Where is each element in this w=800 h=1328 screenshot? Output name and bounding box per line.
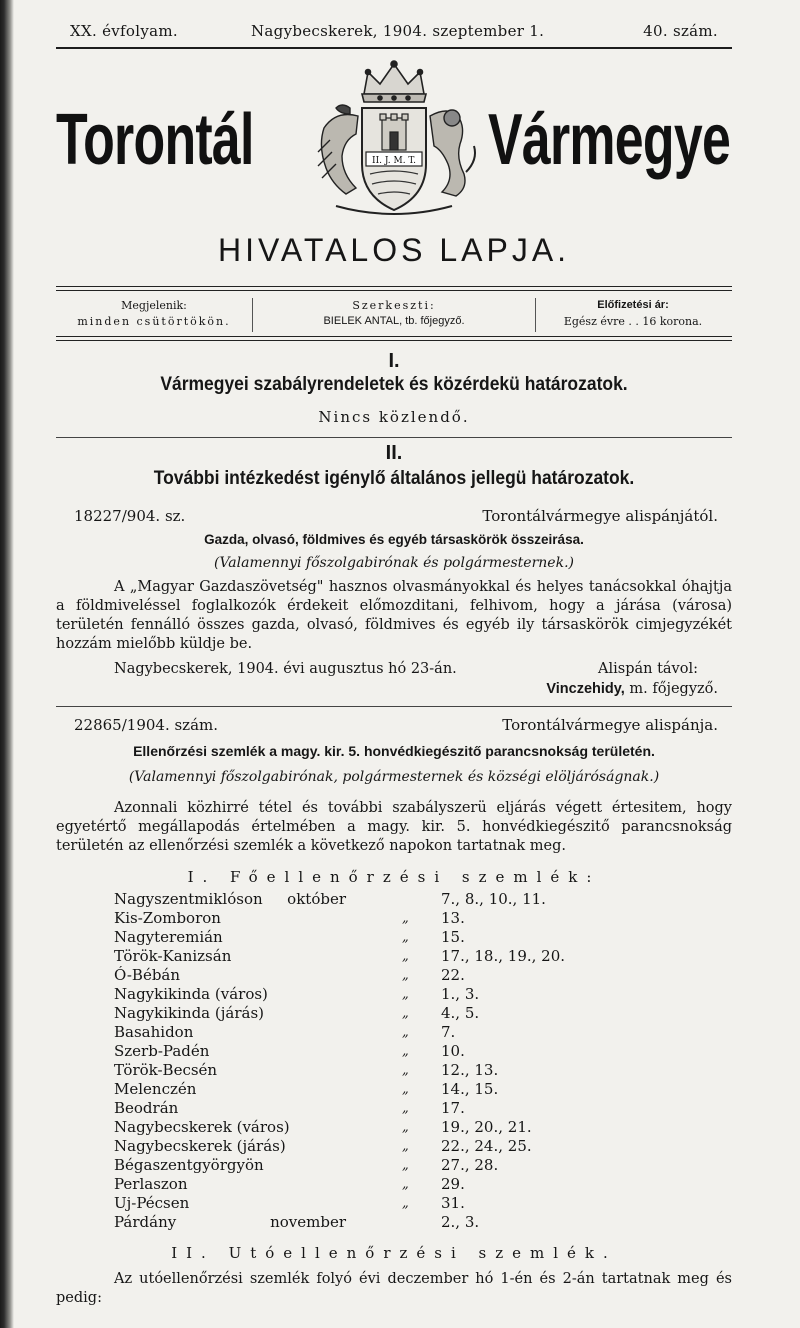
schedule-days: 22.: [441, 966, 465, 984]
schedule-ditto-mark: „: [402, 1063, 409, 1078]
notice-1-sign-name: Vinczehidy,: [546, 681, 625, 697]
schedule-row: [56, 1194, 732, 1213]
schedule-row: [56, 1175, 732, 1194]
schedule-row: [56, 890, 732, 909]
schedule-ditto-mark: „: [402, 949, 409, 964]
notice-1-heading: Gazda, olvasó, földmives és egyéb társaskörök összeirása.: [204, 532, 584, 547]
schedule-ditto-mark: „: [402, 1025, 409, 1040]
schedule-days: 17.: [441, 1099, 465, 1117]
schedule-place: Kis-Zomboron: [114, 909, 221, 927]
schedule-row: [56, 1080, 732, 1099]
binding-spine: [0, 0, 14, 1328]
notice-1-sign-label: Alispán távol:: [598, 661, 698, 677]
editor-label: Szerkeszti:: [352, 299, 436, 312]
schedule-ditto-mark: „: [402, 1120, 409, 1135]
schedule-days: 10.: [441, 1042, 465, 1060]
schedule-place: Szerb-Padén: [114, 1042, 210, 1060]
subscription-label: Előfizetési ár:: [597, 299, 669, 311]
schedule-row: [56, 1042, 732, 1061]
schedule-row: [56, 1023, 732, 1042]
schedule-place: Beodrán: [114, 1099, 179, 1117]
notice-2-header: [56, 716, 732, 736]
schedule-place: Uj-Pécsen: [114, 1194, 190, 1212]
schedule-ditto-mark: „: [402, 1139, 409, 1154]
schedule-place: Párdány: [114, 1213, 177, 1231]
publication-value: minden csütörtökön.: [77, 315, 231, 328]
schedule-row: [56, 1004, 732, 1023]
masthead-title-right: Vármegye: [488, 100, 731, 180]
schedule-days: 31.: [441, 1194, 465, 1212]
notice-1-date: Nagybecskerek, 1904. évi augusztus hó 23-án.: [114, 661, 457, 677]
schedule-days: 22., 24., 25.: [441, 1137, 532, 1155]
notice-1-addressee: (Valamennyi főszolgabirónak és polgármesternek.): [214, 555, 574, 571]
publication-label: Megjelenik:: [121, 299, 187, 312]
schedule-days: 14., 15.: [441, 1080, 499, 1098]
schedule-ditto-mark: „: [402, 1196, 409, 1211]
schedule-1-heading: I. Főellenőrzési szemlék:: [187, 868, 601, 886]
schedule-days: 2., 3.: [441, 1213, 480, 1231]
notice-divider: [56, 706, 732, 707]
schedule-ditto-mark: „: [402, 1158, 409, 1173]
schedule-place: Nagykikinda (járás): [114, 1004, 264, 1022]
subscription-value: Egész évre . . 16 korona.: [563, 315, 703, 328]
schedule-days: 7., 8., 10., 11.: [441, 890, 546, 908]
schedule-days: 4., 5.: [441, 1004, 480, 1022]
schedule-place: Török-Kanizsán: [114, 947, 232, 965]
schedule-days: 29.: [441, 1175, 465, 1193]
section-1-note: Nincs közlendő.: [318, 408, 470, 426]
schedule-place: Nagykikinda (város): [114, 985, 268, 1003]
crest-inscription: II. J. M. T.: [372, 156, 416, 166]
masthead-title-left: Torontál: [56, 100, 254, 180]
schedule-ditto-mark: „: [402, 930, 409, 945]
notice-2-addressee: (Valamennyi főszolgabirónak, polgármesternek és községi elöljáróságnak.): [128, 769, 660, 785]
schedule-days: 17., 18., 19., 20.: [441, 947, 566, 965]
schedule-ditto-mark: „: [402, 987, 409, 1002]
schedule-row: [56, 1137, 732, 1156]
schedule-place: Nagyteremián: [114, 928, 223, 946]
schedule-place: Bégaszentgyörgyön: [114, 1156, 264, 1174]
schedule-ditto-mark: „: [402, 1006, 409, 1021]
schedule-row: [56, 928, 732, 947]
notice-2-heading: Ellenőrzési szemlék a magy. kir. 5. honvédkiegészitő parancsnokság területén.: [133, 743, 655, 759]
notice-1-header: [56, 507, 732, 527]
schedule-row: [56, 1118, 732, 1137]
schedule-month: november: [270, 1213, 346, 1231]
section-2-number: II.: [385, 442, 403, 464]
schedule-ditto-mark: „: [402, 1177, 409, 1192]
notice-2-number: 22865/1904. szám.: [74, 716, 219, 734]
issue-number: 40. szám.: [643, 22, 718, 40]
schedule-days: 13.: [441, 909, 465, 927]
schedule-row: [56, 985, 732, 1004]
section-1-title: Vármegyei szabályrendeletek és közérdekü határozatok.: [160, 374, 628, 395]
schedule-place: Basahidon: [114, 1023, 194, 1041]
header-rule: [56, 47, 732, 49]
schedule-place: Nagybecskerek (város): [114, 1118, 290, 1136]
notice-1-issuer: Torontálvármegye alispánjától.: [482, 507, 718, 525]
schedule-row: [56, 1061, 732, 1080]
notice-1-signer: [546, 681, 718, 697]
schedule-days: 1., 3.: [441, 985, 480, 1003]
section-2-title: További intézkedést igénylő általános jellegü határozatok.: [153, 468, 635, 489]
schedule-place: Melenczén: [114, 1080, 197, 1098]
schedule-place: Nagyszentmiklóson: [114, 890, 263, 908]
notice-1-footer: [56, 661, 732, 681]
notice-1-signature: [56, 681, 732, 701]
schedule-days: 7.: [441, 1023, 456, 1041]
notice-2-body: Azonnali közhirré tétel és további szabályszerü eljárás végett értesitem, hogy egyetértő megállapodás értelmében a magy. kir. 5. honvédkiegészitő parancsnokság területén az ellenőrzési szemlék a következő napokon tartatnak meg.: [56, 800, 732, 854]
schedule-days: 19., 20., 21.: [441, 1118, 532, 1136]
info-bar: [56, 286, 732, 342]
schedule-row: [56, 1213, 732, 1232]
notice-1-number: 18227/904. sz.: [74, 507, 186, 525]
schedule-row: [56, 947, 732, 966]
section-1-number: I.: [388, 350, 400, 372]
schedule-days: 12., 13.: [441, 1061, 499, 1079]
info-editor: [252, 298, 536, 332]
schedule-row: [56, 966, 732, 985]
schedule-days: 15.: [441, 928, 465, 946]
notice-1-sign-title: m. főjegyző.: [629, 681, 718, 697]
section-divider: [56, 437, 732, 438]
schedule-row: [56, 1156, 732, 1175]
schedule-place: Török-Becsén: [114, 1061, 218, 1079]
place-date: Nagybecskerek, 1904. szeptember 1.: [251, 22, 545, 40]
schedule-place: Ó-Bébán: [114, 966, 181, 984]
schedule-row: [56, 1099, 732, 1118]
info-publication: [56, 298, 252, 332]
masthead-subtitle: HIVATALOS LAPJA.: [217, 232, 571, 268]
schedule-month: október: [287, 890, 346, 908]
masthead: [56, 56, 732, 226]
volume-label: XX. évfolyam.: [70, 22, 178, 40]
schedule-ditto-mark: „: [402, 1101, 409, 1116]
info-subscription: [534, 298, 732, 332]
schedule-row: [56, 909, 732, 928]
notice-2-issuer: Torontálvármegye alispánja.: [502, 716, 718, 734]
schedule-ditto-mark: „: [402, 1044, 409, 1059]
editor-value: BIELEK ANTAL, tb. főjegyző.: [323, 315, 465, 327]
schedule-ditto-mark: „: [402, 911, 409, 926]
issue-header: [56, 22, 732, 44]
notice-2-closing: Az utóellenőrzési szemlék folyó évi deczember hó 1-én és 2-án tartatnak meg és pedig:: [56, 1271, 732, 1306]
schedule-ditto-mark: „: [402, 1082, 409, 1097]
coat-of-arms-icon: [306, 56, 482, 222]
schedule-place: Nagybecskerek (járás): [114, 1137, 286, 1155]
schedule-days: 27., 28.: [441, 1156, 499, 1174]
schedule-2-heading: II. Utóellenőrzési szemlék.: [171, 1244, 617, 1262]
notice-1-body: A „Magyar Gazdaszövetség" hasznos olvasmányokkal és helyes tanácsokkal óhajtja a földmiveléssel foglalkozók érdekeit előmozditani, felhivom, hogy a járása (városa) területén fennálló összes gazda, olvasó, földmives és egyéb ily társaskörök cimjegyzékét hozzám mielőbb küldje be.: [56, 579, 732, 652]
schedule-place: Perlaszon: [114, 1175, 188, 1193]
schedule-ditto-mark: „: [402, 968, 409, 983]
